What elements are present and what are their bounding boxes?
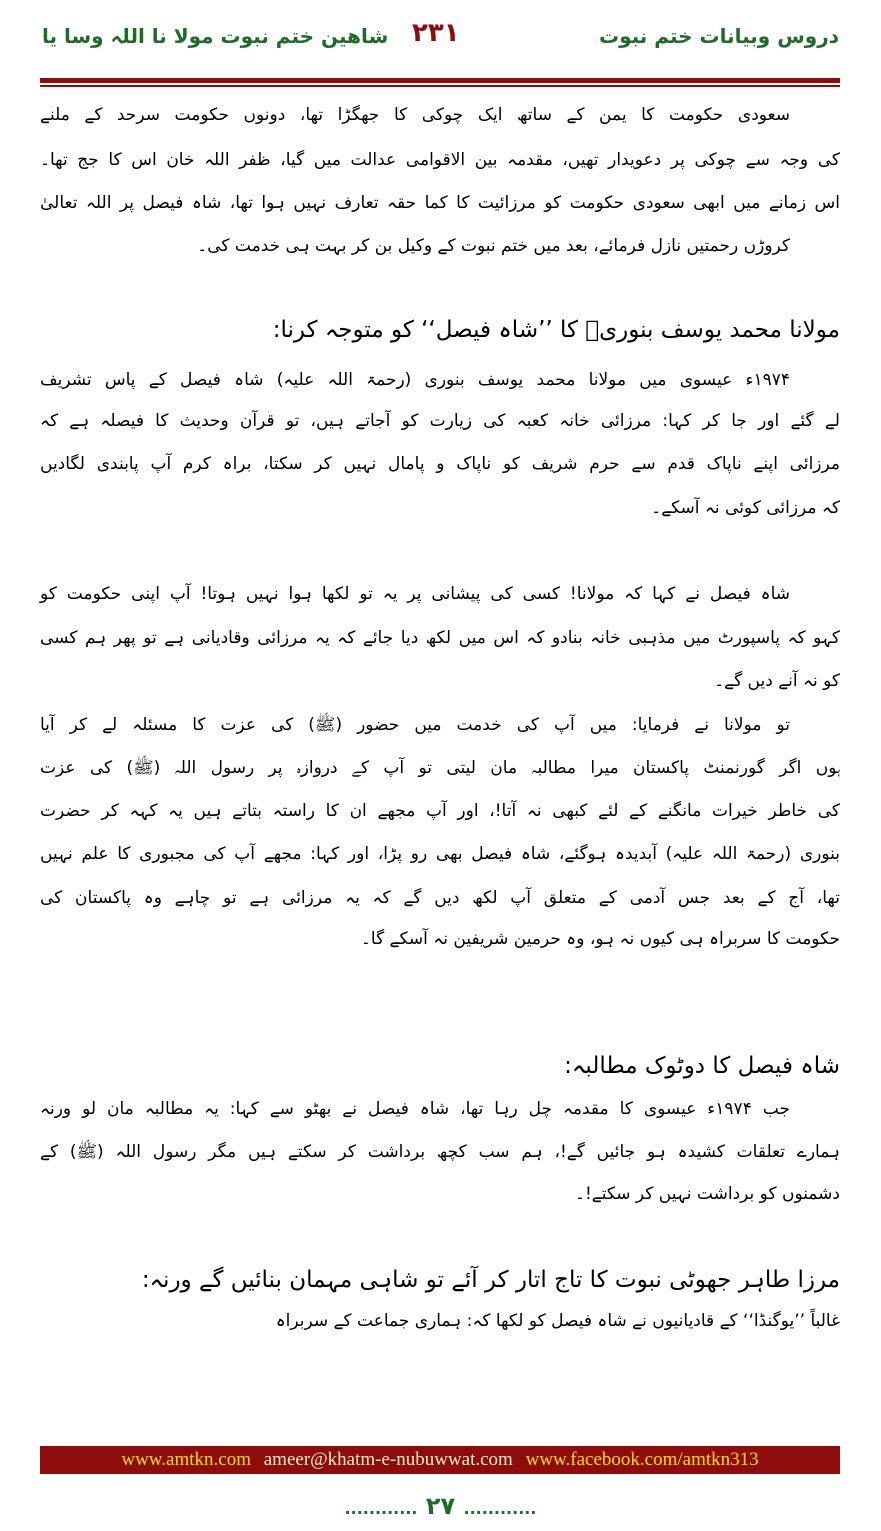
text-line: تھا، آج کے بعد جس آدمی کے متعلق آپ لکھ دیں گے کہ یہ مرزائی ہے تو چاہے وہ پاکستان کی — [40, 888, 840, 908]
text-line: بنوری (رحمۃ اللہ علیہ) آبدیدہ ہوگئے، شاہ فیصل بھی رو پڑا، اور کہا: مجھے آپ کی مجبوری کا علم نہیں — [40, 844, 840, 864]
book-title: دروس وبیانات ختم نبوت — [599, 24, 839, 48]
text-line: جب ۱۹۷۴ء عیسوی کا مقدمہ چل رہا تھا، شاہ فیصل نے بھٹو سے کہا: یہ مطالبہ مان لو ورنہ — [40, 1099, 790, 1119]
facebook-link[interactable]: www.facebook.com/amtkn313 — [525, 1449, 759, 1470]
header-rule-thick — [40, 78, 840, 83]
text-line: دشمنوں کو برداشت نہیں کر سکتے!۔ — [574, 1184, 840, 1204]
text-line: شاہ فیصل نے کہا کہ مولانا! کسی کی پیشانی پر یہ تو لکھا ہوا نہیں ہوتا! آپ اپنی حکومت کو — [40, 584, 790, 604]
dots-right: ............ — [463, 1499, 537, 1518]
email-link[interactable]: ameer@khatm-e-nubuwwat.com — [263, 1449, 513, 1470]
text-line: تو مولانا نے فرمایا: میں آپ کی خدمت میں حضور (ﷺ) کی عزت کا مسئلہ لے کر آیا — [40, 715, 790, 735]
header-rule-thin — [40, 85, 840, 87]
text-line: کی خاطر خیرات مانگنے کے لئے کبھی نہ آتا!، اور آپ مجھے ان کا راستہ بتاتے ہیں یہ کہہ کر حضرت — [40, 801, 840, 821]
text-line: ہمارے تعلقات کشیدہ ہو جائیں گے!، ہم سب کچھ برداشت کر سکتے ہیں مگر رسول اللہ (ﷺ) کے — [40, 1142, 840, 1162]
website-link[interactable]: www.amtkn.com — [121, 1449, 251, 1470]
section-heading: مرزا طاہر جھوٹی نبوت کا تاج اتار کر آئے تو شاہی مہمان بنائیں گے ورنہ: — [141, 1267, 840, 1293]
text-line: کی وجہ سے چوکی پر دعویدار تھیں، مقدمہ بین الاقوامی عدالت میں گیا، ظفر اللہ خان اس کا جج تھا۔ — [40, 150, 840, 170]
text-line: حکومت کا سربراہ ہی کیوں نہ ہو، وہ حرمین شریفین نہ آسکے گا۔ — [360, 929, 840, 949]
section-heading: مولانا محمد یوسف بنوریؒ کا ’’شاہ فیصل‘‘ کو متوجہ کرنا: — [272, 317, 840, 343]
text-line: لے گئے اور جا کر کہا: مرزائی خانہ کعبہ کی زیارت کو آجاتے ہیں، تو قرآن وحدیث کا فیصلہ ہے کہ — [40, 411, 840, 431]
section-heading: شاہ فیصل کا دوٹوک مطالبہ: — [564, 1053, 840, 1079]
text-line: ۱۹۷۴ء عیسوی میں مولانا محمد یوسف بنوری (رحمۃ اللہ علیہ) شاہ فیصل کے پاس تشریف — [40, 370, 790, 390]
text-line: ہوں اگر گورنمنٹ پاکستان میرا مطالبہ مان لیتی تو آپ کے دروازہ پر رسول اللہ (ﷺ) کی عزت — [40, 758, 840, 778]
text-line: کہ مرزائی کوئی نہ آسکے۔ — [651, 498, 840, 518]
text-line: سعودی حکومت کا یمن کے ساتھ ایک چوکی کا جھگڑا تھا، دونوں حکومت سرحد کے ملنے — [40, 105, 790, 125]
footer-contact-bar — [40, 1446, 840, 1474]
text-line: کو نہ آنے دیں گے۔ — [714, 671, 840, 691]
text-line: غالباً ’’یوگنڈا‘‘ کے قادیانیوں نے شاہ فیصل کو لکھا کہ: ہماری جماعت کے سربراہ — [275, 1311, 840, 1331]
page-number: ۲۷ — [425, 1492, 456, 1520]
series-title: شاهین ختم نبوت مولا نا اللہ وسا یا — [42, 24, 389, 48]
body-text — [40, 100, 840, 1348]
footer-page-number — [0, 1492, 881, 1520]
text-line: مرزائی اپنے ناپاک قدم سے حرم شریف کو ناپاک و پامال نہیں کر سکتا، براہ کرم آپ پابندی لگادیں — [40, 454, 840, 474]
header-page-number: ۲۳۱ — [412, 18, 460, 48]
text-line: کروڑں رحمتیں نازل فرمائے، بعد میں ختم نبوت کے وکیل بن کر بہت ہی خدمت کی۔ — [197, 236, 790, 256]
text-line: کہو کہ پاسپورٹ میں مذہبی خانہ بنادو کہ اس میں لکھ دیا جائے کہ یہ مرزائی وقادیانی ہے تو پھر ہم کسی — [40, 628, 840, 648]
dots-left: ............ — [344, 1499, 418, 1518]
text-line: اس زمانے میں ابھی سعودی حکومت کو مرزائیت کا کما حقہ تعارف نہیں ہوا تھا، شاہ فیصل پر اللہ تعالیٰ — [40, 193, 840, 213]
